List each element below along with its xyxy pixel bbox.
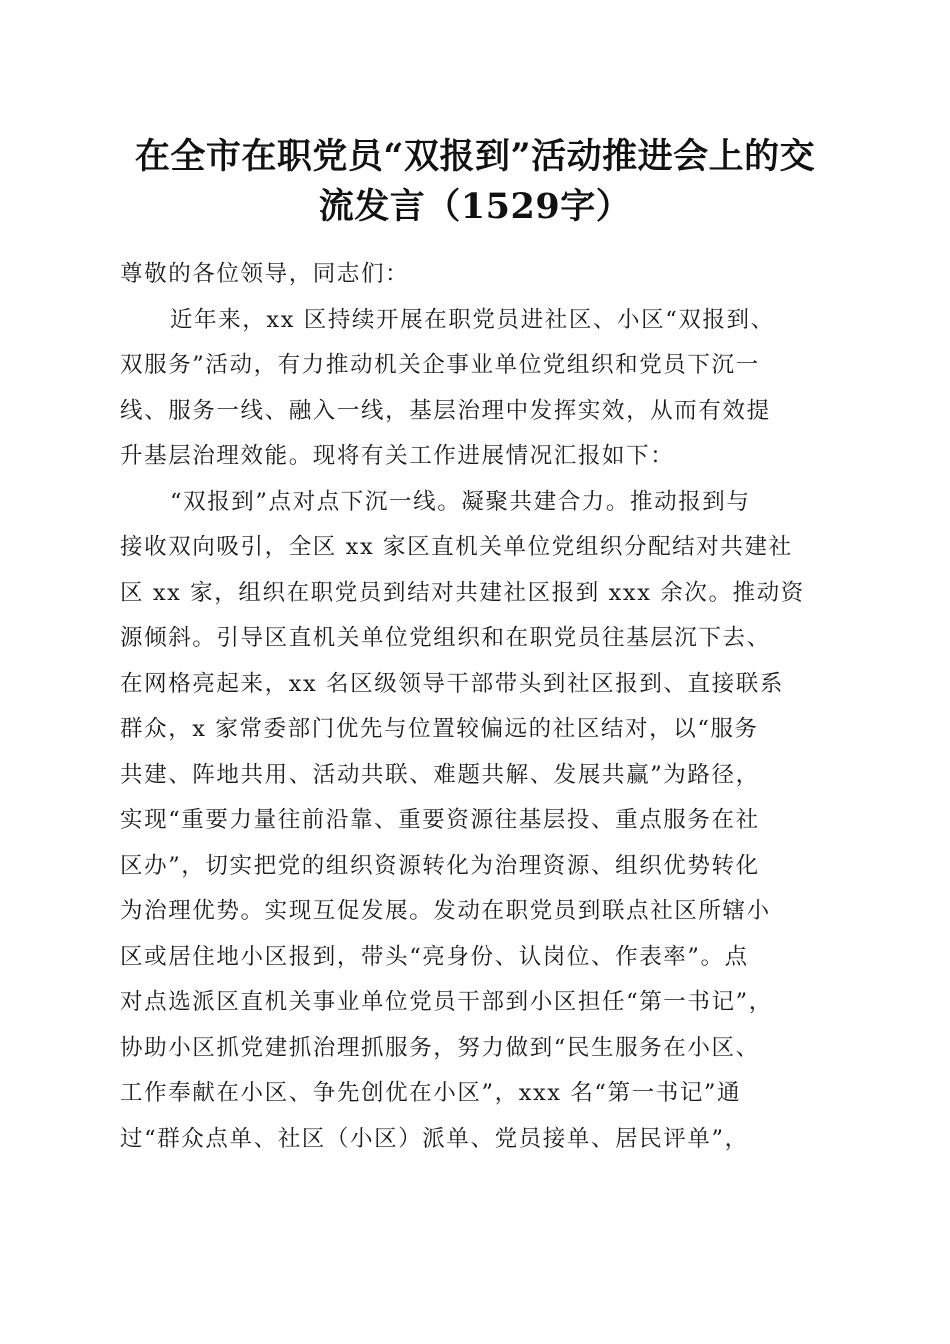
paragraph-2 <box>120 480 830 1163</box>
paragraph-1-line: 近年来，xx 区持续开展在职党员进社区、小区“双报到、 <box>170 306 775 333</box>
paragraph-2-line: 群众，x 家常委部门优先与位置较偏远的社区结对，以“服务 <box>120 716 759 742</box>
paragraph-2-line: 区 xx 家，组织在职党员到结对共建社区报到 xxx 余次。推动资 <box>120 579 805 606</box>
paragraph-1 <box>120 298 830 480</box>
paragraph-2-line: 过“群众点单、社区（小区）派单、党员接单、居民评单”， <box>120 1125 749 1152</box>
paragraph-2-line: 实现“重要力量往前沿靠、重要资源往基层投、重点服务在社 <box>120 807 760 833</box>
paragraph-1-line: 双服务”活动，有力推动机关企事业单位党组织和党员下沉一 <box>120 352 760 378</box>
paragraph-2-line: 在网格亮起来，xx 名区级领导干部带头到社区报到、直接联系 <box>120 670 784 697</box>
paragraph-2-line: 区或居住地小区报到，带头“亮身份、认岗位、作表率”。点 <box>120 943 749 970</box>
paragraph-1-line: 升基层治理效能。现将有关工作进展情况汇报如下： <box>120 443 675 469</box>
document-body <box>120 252 830 1162</box>
paragraph-2-line: 区办”，切实把党的组织资源转化为治理资源、组织优势转化 <box>120 852 760 879</box>
document-title <box>110 132 840 232</box>
paragraph-2-line: 对点选派区直机关事业单位党员干部到小区担任“第一书记”， <box>120 989 773 1015</box>
paragraph-2-line: “双报到”点对点下沉一线。凝聚共建合力。推动报到与 <box>170 488 751 515</box>
paragraph-2-line: 工作奉献在小区、争先创优在小区”，xxx 名“第一书记”通 <box>120 1080 742 1106</box>
salutation: 尊敬的各位领导，同志们： <box>120 261 410 287</box>
title-line-1: 在全市在职党员“双报到”活动推进会上的交 <box>134 136 816 177</box>
paragraph-2-line: 协助小区抓党建抓治理抓服务，努力做到“民生服务在小区、 <box>120 1034 760 1061</box>
paragraph-2-line: 共建、阵地共用、活动共联、难题共解、发展共赢”为路径， <box>120 761 760 788</box>
paragraph-1-line: 线、服务一线、融入一线，基层治理中发挥实效，从而有效提 <box>120 397 771 424</box>
paragraph-2-line: 源倾斜。引导区直机关单位党组织和在职党员往基层沉下去、 <box>120 625 771 651</box>
paragraph-2-line: 接收双向吸引，全区 xx 家区直机关单位党组织分配结对共建社 <box>120 534 793 560</box>
paragraph-2-line: 为治理优势。实现互促发展。发动在职党员到联点社区所辖小 <box>120 898 771 924</box>
title-line-2: 流发言（1529字） <box>318 186 632 227</box>
